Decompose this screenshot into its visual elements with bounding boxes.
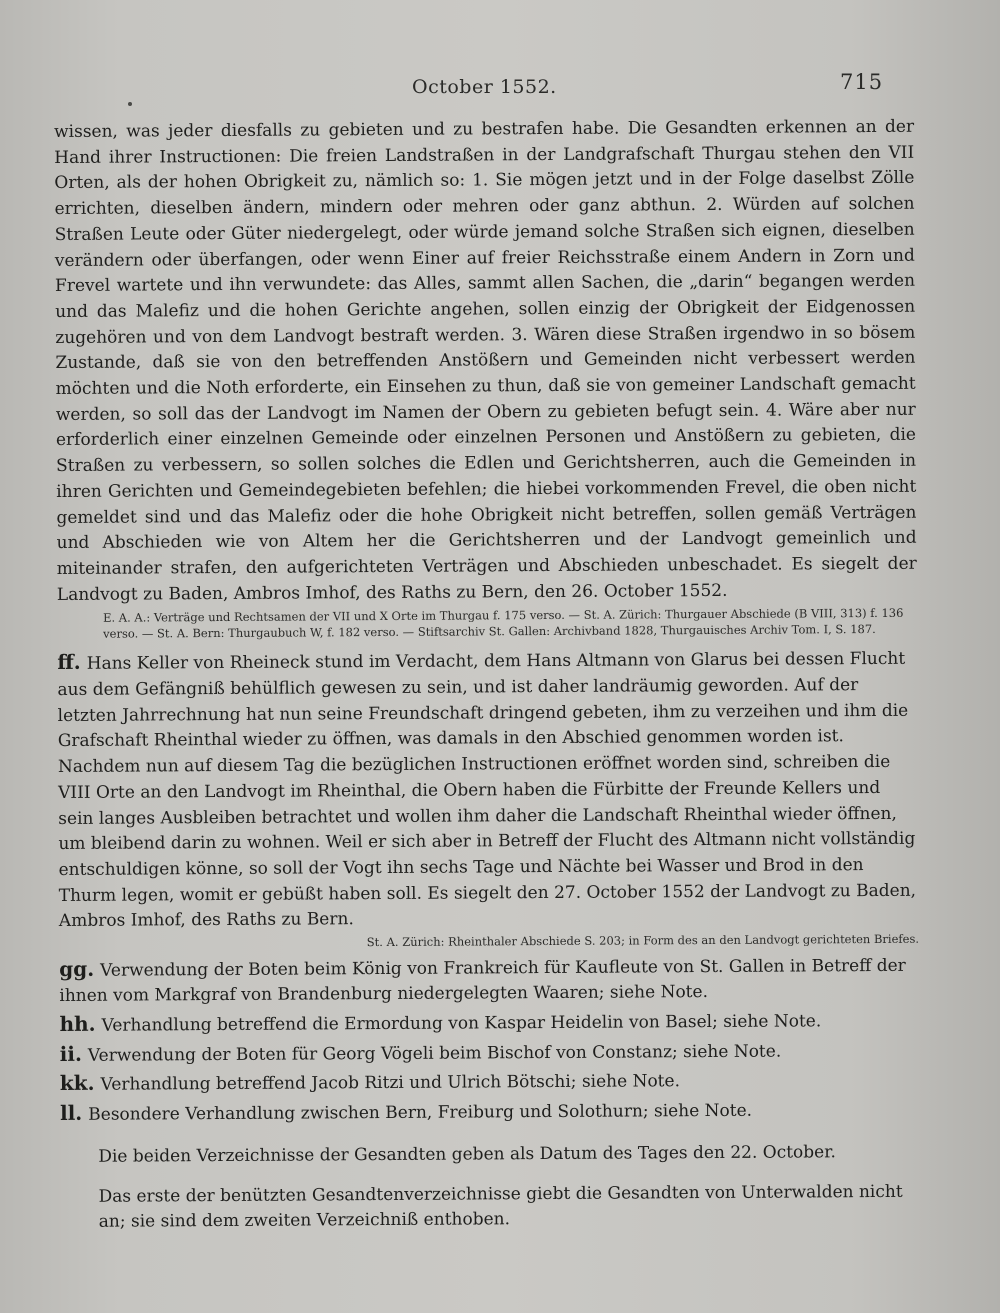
section-hh (59, 1007, 919, 1040)
section-text-ii: Verwendung der Boten für Georg Vögeli beim Bischof von Constanz; siehe Note. (87, 1041, 782, 1066)
section-text-ff: Hans Keller von Rheineck stund im Verdacht, dem Hans Altmann von Glarus bei dessen Flucht aus dem Gefängniß behülflich gewesen zu sein, und ist daher landräumig geworden. Auf der letzten Jahrrechnung hat nun seine Freundschaft dringend gebeten, ihm zu verzeihen und ihm die Grafschaft Rheinthal wieder zu öffnen, was damals in den Abschied genommen worden ist. Nachdem nun auf diesem Tag die bezüglichen Instructionen eröffnet worden sind, schreiben die VIII Orte an den Landvogt im Rheinthal, die Obern haben die Fürbitte der Freunde Kellers und sein langes Ausbleiben betrachtet und wollen ihm daher die Landschaft Rheinthal wieder öffnen, um bleibend darin zu wohnen. Weil er sich aber in Betreff der Flucht des Altmann nicht vollständig entschuldigen könne, so soll der Vogt ihn sechs Tage und Nächte bei Wasser und Brod in den Thurm legen, womit er gebüßt haben soll. Es siegelt den 27. October 1552 der Landvogt zu Baden, Ambros Imhof, des Raths zu Bern. (57, 649, 917, 932)
ink-dot (128, 102, 132, 106)
section-marker-hh: hh. (59, 1011, 96, 1036)
section-marker-ll: ll. (59, 1100, 83, 1126)
section-ff (57, 645, 919, 935)
footnote-sources-roads: E. A. A.: Verträge und Rechtsamen der VII und X Orte im Thurgau f. 175 verso. — St. A. Zürich: Thurgauer Abschiede (B VIII, 313) f. 136 verso. — St. A. Bern: Thurgaubuch W, f. 182 verso. — Stiftsarchiv St. Gallen: Archivband 1828, Thurgauisches Archiv Tom. I, S. 187. (103, 606, 904, 641)
section-gg (59, 951, 919, 1010)
section-text-ll: Besondere Verhandlung zwischen Bern, Freiburg und Solothurn; siehe Note. (88, 1100, 753, 1125)
section-marker-gg: gg. (59, 956, 95, 981)
closing-note-envoys: Das erste der benützten Gesandtenverzeichnisse giebt die Gesandten von Unterwalden nicht an; sie sind dem zweiten Verzeichniß enthoben. (98, 1181, 903, 1232)
footnote-sources-ff: St. A. Zürich: Rheinthaler Abschiede S. 203; in Form des an den Landvogt gerichteten Briefes. (366, 931, 920, 950)
page-header-title: October 1552. (412, 76, 557, 98)
section-kk (60, 1066, 920, 1099)
section-marker-ii: ii. (59, 1041, 82, 1066)
section-marker-ff: ff. (57, 650, 81, 675)
closing-note-date: Die beiden Verzeichnisse der Gesandten geben als Datum des Tages den 22. October. (98, 1142, 836, 1167)
page-body (54, 115, 921, 1250)
section-marker-kk: kk. (59, 1071, 95, 1096)
page-number: 715 (840, 70, 884, 94)
section-ii (60, 1036, 920, 1069)
paragraph-roads: wissen, was jeder diesfalls zu gebieten und zu bestrafen habe. Die Gesandten erkennen an der Hand ihrer Instructionen: Die freien Landstraßen in der Landgrafschaft Thurgau stehen den VII Orten, als der hohen Obrigkeit zu, nämlich so: 1. Sie mögen jetzt und in der Folge daselbst Zölle errichten, dieselben ändern, mindern oder mehren oder ganz abthun. 2. Würden auf solchen Straßen Leute oder Güter niedergelegt, oder würde jemand solche Straßen sich eignen, dieselben verändern oder überfangen, oder wenn Einer auf freier Reichsstraße einem Andern in Zorn und Frevel wartete und ihn verwundete: das Alles, sammt allen Sachen, die „darin“ begangen werden und das Malefiz und die hohen Gerichte angehen, sollen einzig der Obrigkeit der Eidgenossen zugehören und von dem Landvogt bestraft werden. 3. Wären diese Straßen irgendwo in so bösem Zustande, daß sie von den betreffenden Anstößern und Gemeinden nicht verbessert werden möchten und die Noth erforderte, ein Einsehen zu thun, daß sie von gemeiner Landschaft gemacht werden, so soll das der Landvogt im Namen der Obern zu gebieten befugt sein. 4. Wäre aber nur erforderlich einer einzelnen Gemeinde oder einzelnen Personen und Anstößern zu gebieten, die Straßen zu verbessern, so sollen solches die Edlen und Gerichtsherren, auch die Gemeinden in ihren Gerichten und Gemeindegebieten befehlen; die hiebei vorkommenden Frevel, die oben nicht gemeldet sind und das Malefiz oder die hohe Obrigkeit nicht betreffen, sollen gemäß Verträgen und Abschieden wie von Altem her die Gerichtsherren und der Landvogt gemeinlich und miteinander strafen, den aufgerichteten Verträgen und Abschieden unbeschadet. Es siegelt der Landvogt zu Baden, Ambros Imhof, des Raths zu Bern, den 26. October 1552. (54, 116, 917, 605)
section-text-kk: Verhandlung betreffend Jacob Ritzi und Ulrich Bötschi; siehe Note. (100, 1071, 681, 1096)
section-text-hh: Verhandlung betreffend die Ermordung von Kaspar Heidelin von Basel; siehe Note. (101, 1011, 822, 1036)
section-text-gg: Verwendung der Boten beim König von Frankreich für Kaufleute von St. Gallen in Betreff der ihnen vom Markgraf von Brandenburg niedergelegten Waaren; siehe Note. (59, 955, 906, 1007)
section-ll (60, 1096, 920, 1129)
